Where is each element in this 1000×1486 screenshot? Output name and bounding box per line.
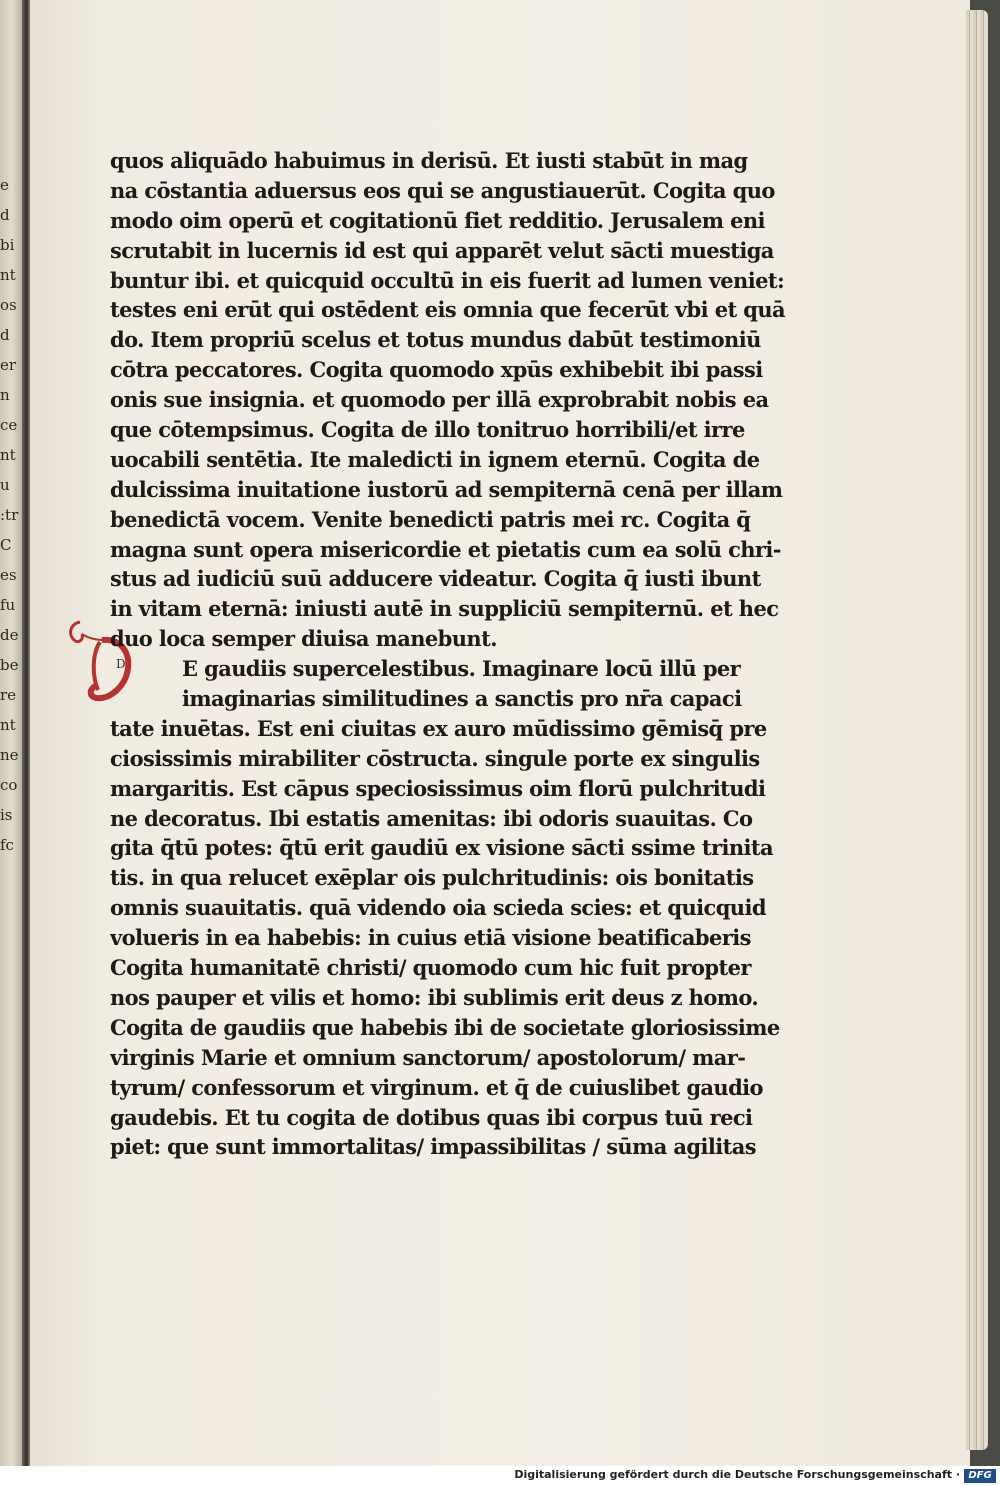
text-line: uocabili sentētia. Ite maledicti in ignem eternū. Cogita de xyxy=(110,446,760,472)
funding-credit: Digitalisierung gefördert durch die Deutsche Forschungsgemeinschaft · xyxy=(514,1468,960,1481)
text-line: ciosissimis mirabiliter cōstructa. singule porte ex singulis xyxy=(110,745,760,771)
text-line: do. Item propriū scelus et totus mundus dabūt testimoniū xyxy=(110,327,761,353)
facing-page-edge xyxy=(0,0,22,1466)
text-line: dulcissima inuitatione iustorū ad sempiternā cenā per illam xyxy=(110,476,783,502)
text-line: Cogita humanitatē christi/ quomodo cum hic fuit propter xyxy=(110,955,751,981)
text-line: in vitam eternā: iniusti autē in suppliciū sempiternū. et hec xyxy=(110,596,779,622)
text-line: ne decoratus. Ibi estatis amenitas: ibi odoris suauitas. Co xyxy=(110,805,753,831)
text-line: tate inuētas. Est eni ciuitas ex auro mūdissimo gēmisq̄ pre xyxy=(110,715,767,741)
dfg-logo: DFG xyxy=(964,1469,996,1483)
text-line: tis. in qua relucet exēplar ois pulchritudinis: ois bonitatis xyxy=(110,865,754,891)
book-gutter xyxy=(22,0,30,1466)
text-line: cōtra peccatores. Cogita quomodo xpūs exhibebit ibi passi xyxy=(110,357,763,383)
text-line: tyrum/ confessorum et virginum. et q̄ de cuiuslibet gaudio xyxy=(110,1074,763,1100)
text-line: buntur ibi. et quicquid occultū in eis fuerit ad lumen veniet: xyxy=(110,267,785,293)
text-line: testes eni erūt qui ostēdent eis omnia que fecerūt vbi et quā xyxy=(110,297,786,323)
text-line: duo loca semper diuisa manebunt. xyxy=(110,626,497,652)
text-line: stus ad iudiciū suū adducere videatur. Cogita q̄ iusti ibunt xyxy=(110,566,761,592)
text-line: gita q̄tū potes: q̄tū erit gaudiū ex visione sācti ssime trinita xyxy=(110,835,773,861)
text-line: Cogita de gaudiis que habebis ibi de societate gloriosissime xyxy=(110,1014,780,1040)
text-line: virginis Marie et omnium sanctorum/ apostolorum/ mar- xyxy=(110,1044,746,1070)
main-text-block xyxy=(110,146,790,1162)
footer-bar xyxy=(0,1466,1000,1486)
page-stack-edge xyxy=(966,10,988,1450)
facing-page-text-fragment: e d bi nt os d er n ce nt u :tr C es fu de be re nt ne co is fc xyxy=(0,176,19,854)
text-line: modo oim operū et cogitationū fiet redditio. Jerusalem eni xyxy=(110,207,765,233)
text-line: na cōstantia aduersus eos qui se angustiauerūt. Cogita quo xyxy=(110,177,775,203)
text-line: onis sue insignia. et quomodo per illā exprobrabit nobis ea xyxy=(110,387,769,413)
text-line: E gaudiis supercelestibus. Imaginare locū illū per xyxy=(182,656,741,682)
text-line: margaritis. Est cāpus speciosissimus oim florū pulchritudi xyxy=(110,775,766,801)
text-line: imaginarias similitudines a sanctis pro nr̄a capaci xyxy=(182,686,742,712)
text-line: nos pauper et vilis et homo: ibi sublimis erit deus z homo. xyxy=(110,984,759,1010)
text-line: benedictā vocem. Venite benedicti patris mei rc. Cogita q̄ xyxy=(110,506,751,532)
text-line: quos aliquādo habuimus in derisū. Et iusti stabūt in mag xyxy=(110,148,748,173)
guide-letter: D xyxy=(116,657,126,671)
text-line: scrutabit in lucernis id est qui apparēt velut sācti muestiga xyxy=(110,237,774,263)
text-line: volueris in ea habebis: in cuius etiā visione beatificaberis xyxy=(110,925,751,951)
text-line: gaudebis. Et tu cogita de dotibus quas ibi corpus tuū reci xyxy=(110,1104,753,1130)
text-line: omnis suauitatis. quā videndo oia scieda scies: et quicquid xyxy=(110,895,766,921)
text-line: que cōtempsimus. Cogita de illo tonitruo horribili/et irre xyxy=(110,417,745,443)
text-line: piet: que sunt immortalitas/ impassibilitas / sūma agilitas xyxy=(110,1134,756,1160)
text-line: magna sunt opera misericordie et pietatis cum ea solū chri- xyxy=(110,536,781,562)
